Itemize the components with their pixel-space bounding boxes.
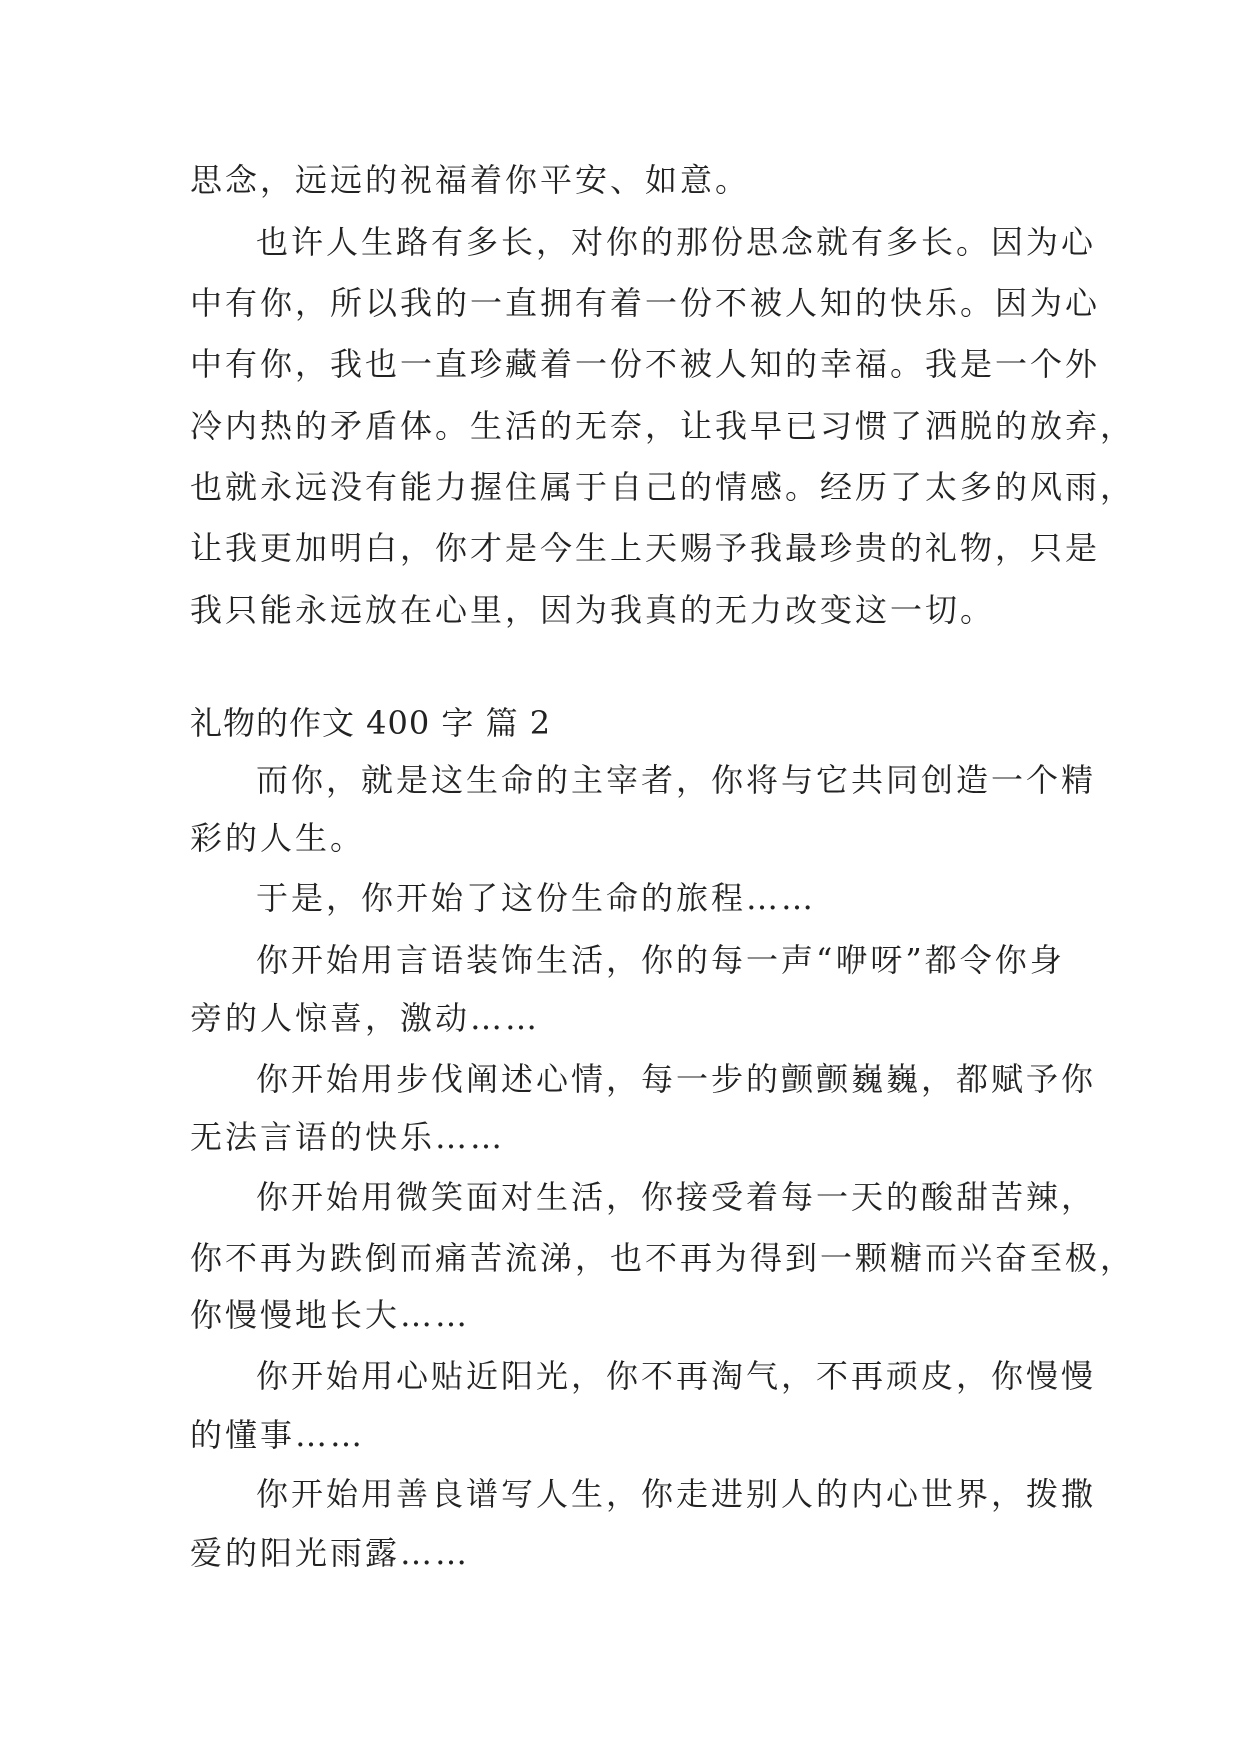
paragraph-line: 冷内热的矛盾体。生活的无奈，让我早已习惯了洒脱的放弃， [190,407,1136,445]
paragraph-line: 你开始用言语装饰生活，你的每一声“咿呀”都令你身 [256,941,1065,979]
paragraph-line: 旁的人惊喜，激动…… [190,999,541,1037]
paragraph-line: 你开始用步伐阐述心情，每一步的颤颤巍巍，都赋予你 [256,1060,1097,1098]
paragraph-line: 爱的阳光雨露…… [190,1534,471,1572]
paragraph-line: 我只能永远放在心里，因为我真的无力改变这一切。 [190,591,996,629]
paragraph-line: 你开始用善良谱写人生，你走进别人的内心世界，拨撒 [256,1475,1097,1513]
paragraph-line: 中有你，我也一直珍藏着一份不被人知的幸福。我是一个外 [190,345,1101,383]
paragraph-line: 的懂事…… [190,1416,366,1454]
paragraph-line: 思念，远远的祝福着你平安、如意。 [190,161,751,199]
paragraph-line: 无法言语的快乐…… [190,1118,506,1156]
paragraph-line: 你慢慢地长大…… [190,1296,471,1334]
paragraph-line: 也就永远没有能力握住属于自己的情感。经历了太多的风雨， [190,468,1136,506]
paragraph-line: 而你，就是这生命的主宰者，你将与它共同创造一个精 [256,761,1097,799]
paragraph-line: 彩的人生。 [190,819,366,857]
paragraph-line: 你开始用微笑面对生活，你接受着每一天的酸甜苦辣， [256,1178,1097,1216]
paragraph-line: 中有你，所以我的一直拥有着一份不被人知的快乐。因为心 [190,284,1101,322]
paragraph-line: 你开始用心贴近阳光，你不再淘气，不再顽皮，你慢慢 [256,1357,1097,1395]
section-heading: 礼物的作文 400 字 篇 2 [190,704,552,742]
paragraph-line: 也许人生路有多长，对你的那份思念就有多长。因为心 [256,223,1097,261]
paragraph-line: 你不再为跌倒而痛苦流涕，也不再为得到一颗糖而兴奋至极， [190,1239,1136,1277]
paragraph-line: 于是，你开始了这份生命的旅程…… [256,879,817,917]
paragraph-line: 让我更加明白，你才是今生上天赐予我最珍贵的礼物，只是 [190,529,1101,567]
